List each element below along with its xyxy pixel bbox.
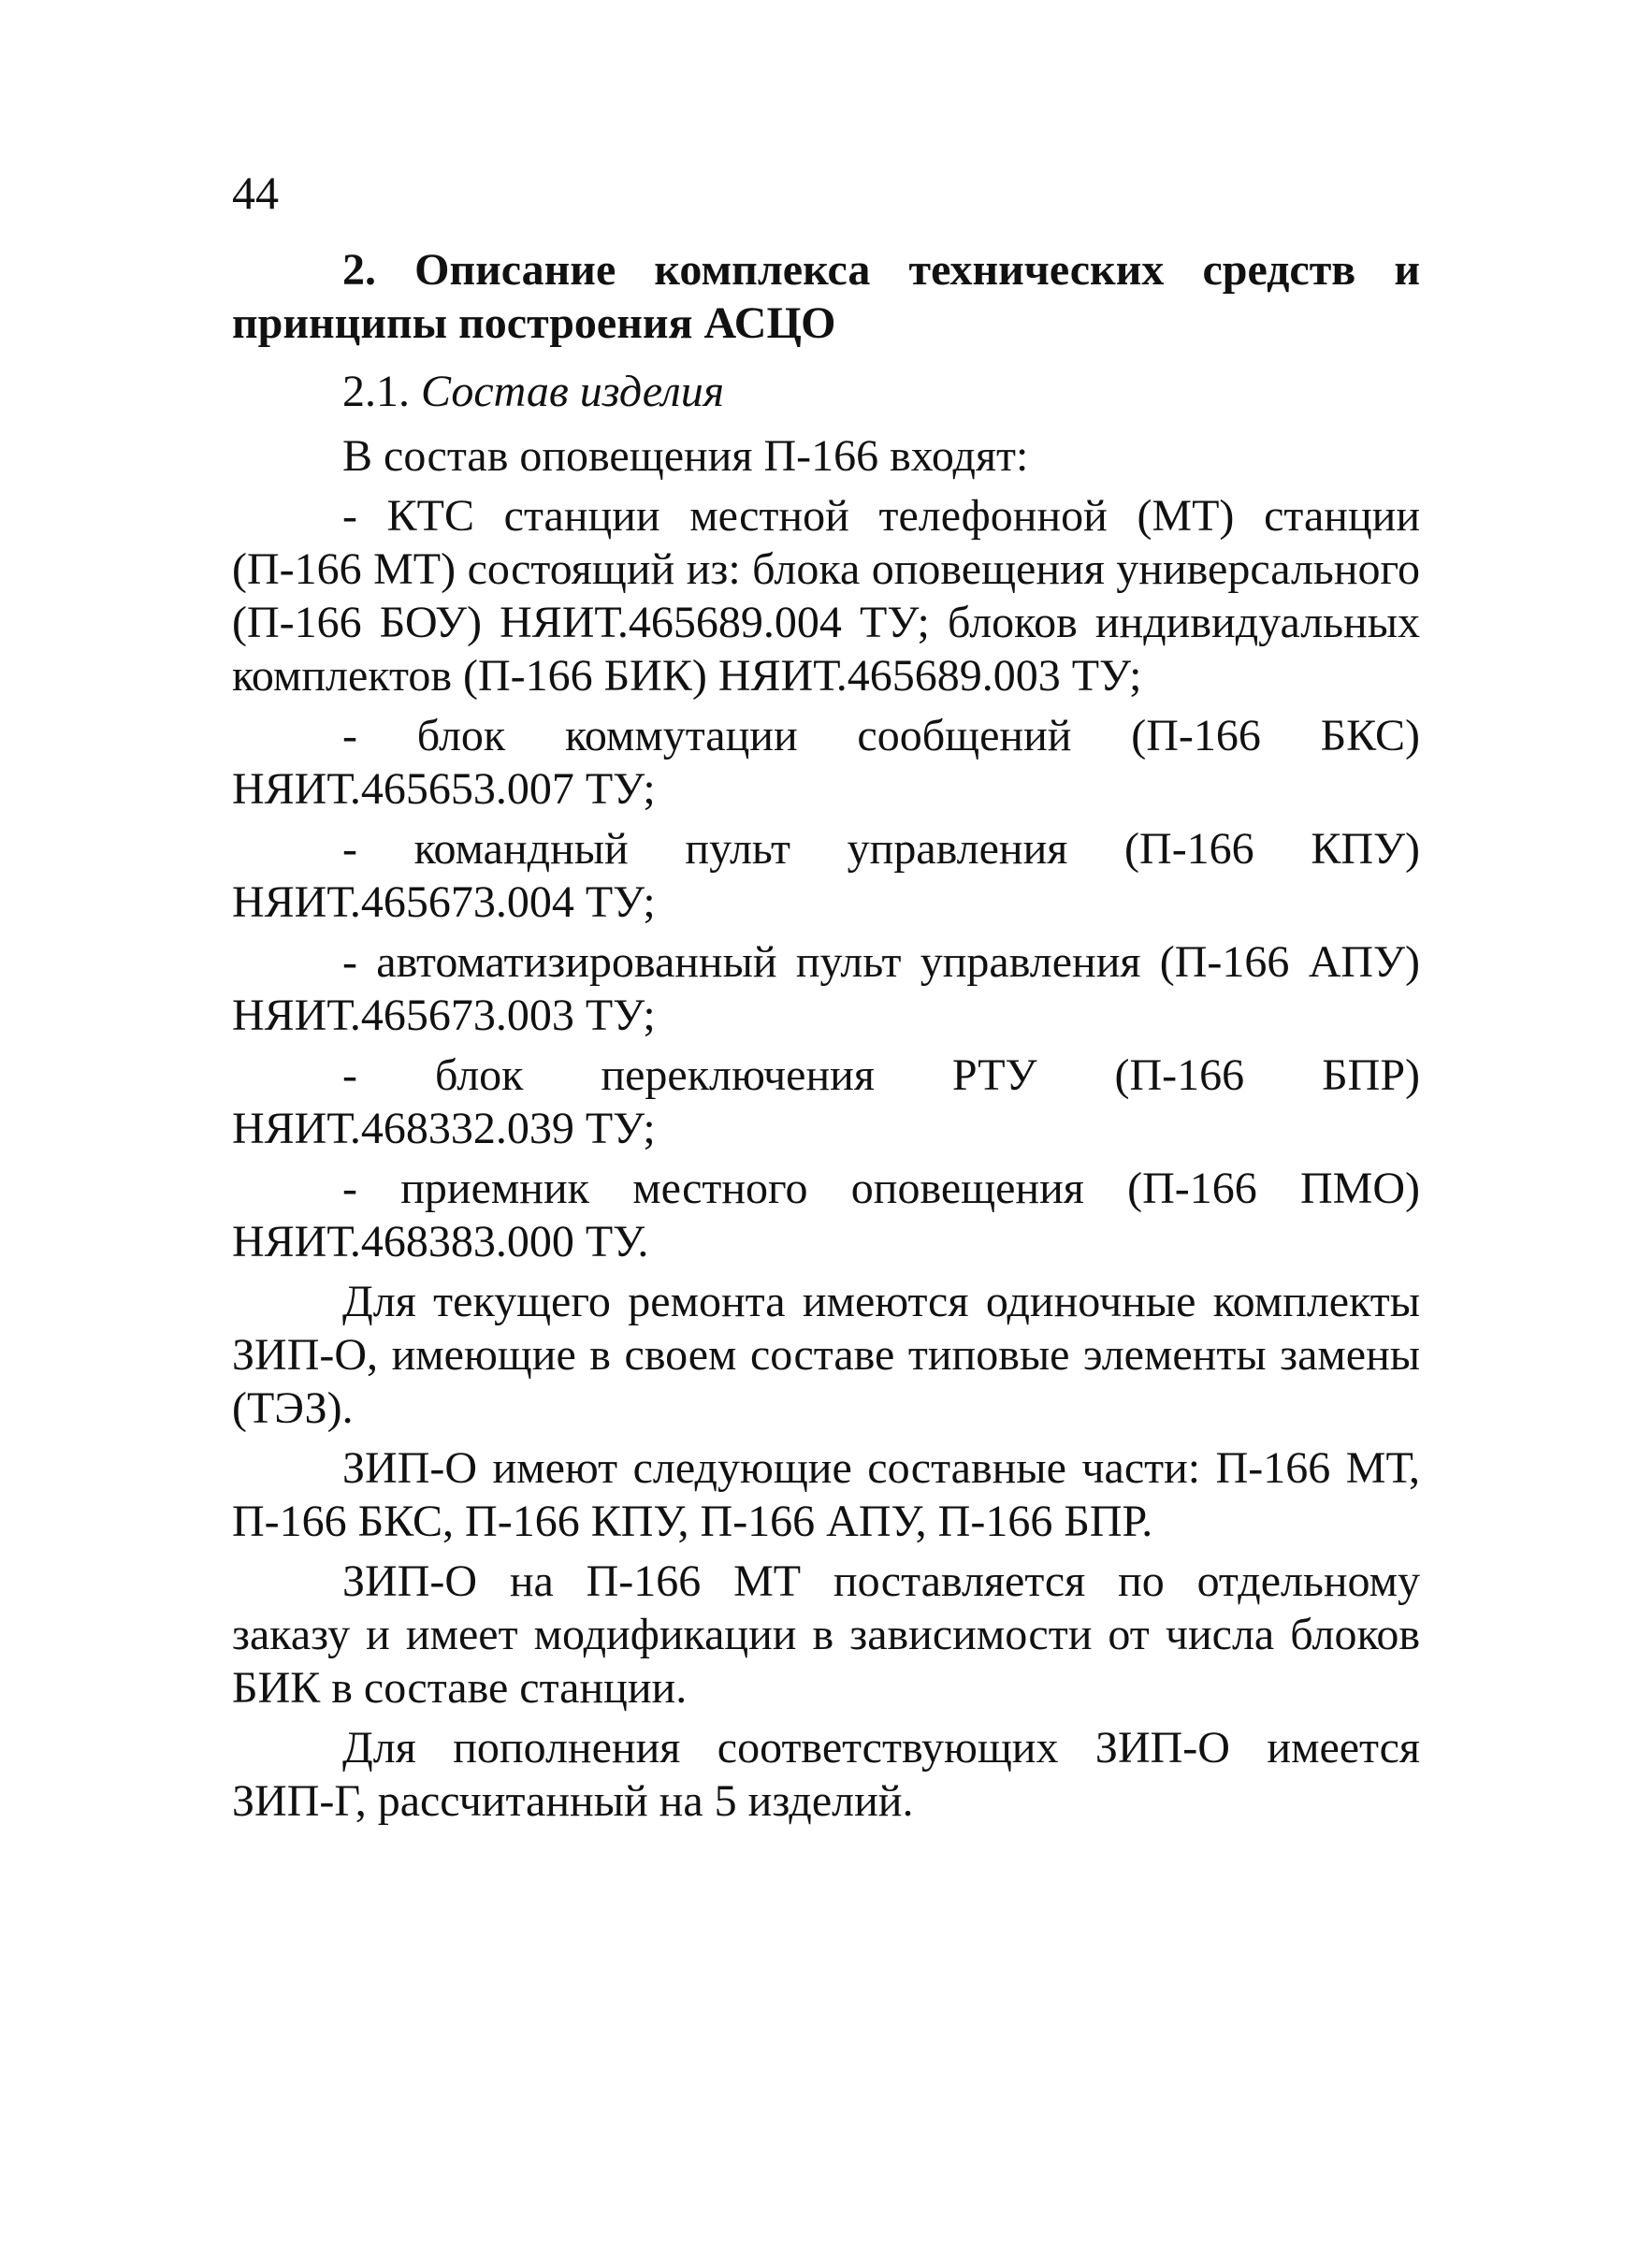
body-paragraph: Для текущего ремонта имеются одиночные комплекты ЗИП-О, имеющие в своем составе типовые элементы замены (ТЭЗ).: [232, 1277, 1420, 1433]
page-number: 44: [232, 166, 279, 219]
intro-paragraph: В состав оповещения П-166 входят:: [342, 431, 1029, 481]
subsection-number: 2.1.: [342, 367, 410, 416]
list-item: - КТС станции местной телефонной (МТ) станции (П-166 МТ) состоящий из: блока оповещения универсального (П-166 БОУ) НЯИТ.465689.004 ТУ; блоков индивидуальных комплектов (П-166 БИК) НЯИТ.465689.003 ТУ;: [232, 491, 1420, 701]
subsection-heading: [232, 365, 1420, 418]
subsection-title: Состав изделия: [421, 367, 725, 416]
list-item: - блок переключения РТУ (П-166 БПР) НЯИТ.468332.039 ТУ;: [232, 1050, 1420, 1153]
page-content: [232, 243, 1420, 1834]
list-item: - приемник местного оповещения (П-166 ПМО) НЯИТ.468383.000 ТУ.: [232, 1164, 1420, 1266]
body-paragraph: ЗИП-О на П-166 МТ поставляется по отдельному заказу и имеет модификации в зависимости от числа блоков БИК в составе станции.: [232, 1556, 1420, 1713]
body-paragraph: ЗИП-О имеют следующие составные части: П-166 МТ, П-166 БКС, П-166 КПУ, П-166 АПУ, П-166 БПР.: [232, 1443, 1420, 1546]
list-item: - командный пульт управления (П-166 КПУ) НЯИТ.465673.004 ТУ;: [232, 824, 1420, 927]
body-paragraph: Для пополнения соответствующих ЗИП-О имеется ЗИП-Г, рассчитанный на 5 изделий.: [232, 1723, 1420, 1826]
list-item: - блок коммутации сообщений (П-166 БКС) НЯИТ.465653.007 ТУ;: [232, 711, 1420, 814]
list-item: - автоматизированный пульт управления (П-166 АПУ) НЯИТ.465673.003 ТУ;: [232, 937, 1420, 1040]
section-heading: 2. Описание комплекса технических средств и принципы построения АСЦО: [232, 245, 1420, 348]
